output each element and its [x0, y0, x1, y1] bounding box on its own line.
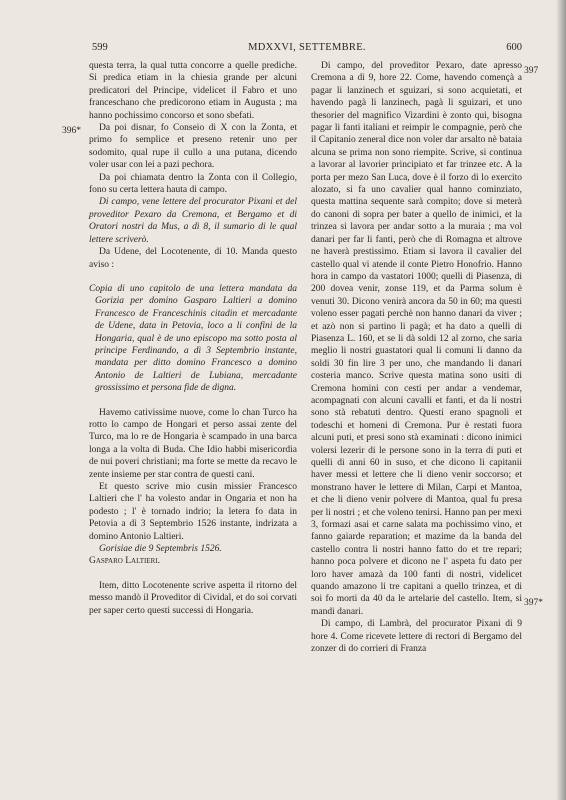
header-title: MDXXVI, SETTEMBRE. [248, 42, 366, 53]
right-column [311, 60, 522, 656]
paragraph: Da Udene, del Locotenente, di 10. Manda questo aviso : [89, 247, 297, 270]
signature: Gasparo Laltieri. [89, 556, 160, 567]
quoted-heading: Copia di uno capitolo de una lettera mandata da Gorizia per domino Gasparo Laltieri a domino Francesco de Franceschinis citadin et mercadante de Udene, data in Petovia, loco a li confini de la Hongaria, qual è de uno episcopo ma sotto posta al principe Ferdinando, a dì 3 Septembrio instante, mandata per ditto domino Francesco a domino Antonio de Laltieri de Lubiana, mercadante grossissimo et persona fide de digna. [89, 283, 297, 394]
paragraph: Di campo, vene lettere del procurator Pixani et del proveditor Pexaro da Cremona, et Bergamo et di Oratori nostri da Mus, a dì 8, il sumario di le qual lettere scriverò. [89, 197, 297, 245]
right-page-number: 600 [506, 42, 522, 53]
dateline: Gorisiae die 9 Septembris 1526. [99, 544, 222, 555]
paragraph: Et questo scrive mio cusin missier Francesco Laltieri che l' ha volesto andar in Ongaria et non ha podesto ; l' è tornado indrio; la letera fo data in Petovia a dì 3 Septembrio 1526 instante, indrizata a domino Antonio Laltieri. [89, 482, 297, 542]
margin-note-397: 397 [524, 66, 539, 76]
paragraph: Di campo, di Lambrà, del procurator Pixani di 9 hore 4. Come ricevete lettere di rectori di Bergamo del zonzer di do corrieri di Franza [311, 619, 522, 655]
paragraph: Di campo, del proveditor Pexaro, date apresso Cremona a dì 9, hore 22. Come, havendo començà a pagar li lanzinech et sguizari, si sono acquietati, et havendo pagà li lanzinech, pagà li sguizari, et uno thesorier del magnifico Vizardini è zonto qui, bisogna pagar li fanti italiani et reimpir le compagnie, però che il Capitanio zeneral dice non voler dar arsalto nè bataia alcuna se prima non sono riempite. Scrive, si continua a lavorar al lavorier principiato et far trinzee etc. A la porta per mezo San Luca, dove è il forzo di lo exercito alozato, si fa uno cavalier qual hanno cominziato, questa mattina sequente sarà compito; dove si meterà do canoni di sopra per bater a quello de inimici, et la trinzea si lavora per andar sotto a la muraia ; ma vol danari per far li fanti, però che di Romagna et altrove ne haverà prestissimo. Etiam si lavora il cavalier del castello qual vi atende il conte Pietro Honofrio. Hanno hora in campo da vastatori 1000; quelli di Piasenza, di 200 dovea venir, zonse 119, et da Parma solum è venuti 30. Dicono venirà ancora da 50 in 60; ma questi voleno esser pagati perchè non hanno danari da viver ; et azò non si partino li pagà; et ha dato a quelli di Piasenza L. 160, et se li dà soldi 12 al zorno, che saria meglio li nostri guastatori qual li comuni li danno da soldi 30 fin lire 3 per uno, che mandando li danari costeria manco. Scrive questa matina sono usiti di Cremona homini con cesti per andar a vendemar, acompagnati con alcuni cavalli et fanti, et da li nostri sono stà rebatuti dentro. Questi erano spagnoli et todeschi et homeni di Cremona. Pur è restati fuora alcuni puti, et presi sono stà examinati : dicono inimici volersi lezerir di le persone sono in la terra di puti et quelli di anni 60 in suso, et che dicono li capitanii haver messi et lettere che li dieno venir soccorso; et monstrano haver le lettere di Milan, Carpi et Mantoa, et che li dieno venir polvere di Mantoa, qual fu presa per li nostri ; et che voleno tenirsi. Hanno pan per mexi 3, formazi asai et carne salata ma pochissimo vino, et fanno gaiarde reparation; et mazime da la banda del castello contra li nostri hanno fatto do et tre repari; hanno poca polvere et dicono ne l' aspeta fu dato per loro haver amazà da 100 fanti di nostri, videlicet quando amazono li tre capitani a quello trinzea, et di soi fo morti da 40 da le artelarie del castello. Item, si mandi danari. [311, 61, 522, 617]
paragraph: Da poi disnar, fo Conseio di X con la Zonta, et primo fo semplice et preseno retenir uno per sodomito, qual rupe il cullo a una putana, dicendo voler usar con lei a pazi pechora. [89, 123, 297, 171]
paragraph: Item, ditto Locotenente scrive aspetta il ritorno del messo mandò il Proveditor di Cividal, et do soi corvati per saper certo questi successi di Hongaria. [89, 580, 297, 616]
paragraph: Da poi chiamata dentro la Zonta con il Collegio, fono su certa lettera hauta di campo. [89, 172, 297, 196]
margin-note-397-star: 397* [524, 598, 543, 608]
margin-note-396: 396* [62, 126, 81, 136]
paragraph: questa terra, la qual tutta concorre a quelle prediche. Si predica etiam in la chiesia grande per alcuni predicatori del Principe, videlicet il Fabro et uno franceschano che predicorono etiam in Augusta ; ma hanno pochissimo concorso et sono sbefati. [89, 61, 297, 121]
left-column [89, 60, 297, 617]
paragraph: Havemo cativissime nuove, come lo chan Turco ha rotto lo campo de Hongari et perso assai zente del Turco, ma lo re de Hongaria è scampado in una barca longa a la volta di Buda. Che Idio habbi misericordia de nui poveri christiani; ma forte se mette da recavo le zente insieme per star contra de questi cani. [89, 407, 297, 480]
running-header [92, 42, 522, 56]
left-page-number: 599 [92, 42, 108, 53]
